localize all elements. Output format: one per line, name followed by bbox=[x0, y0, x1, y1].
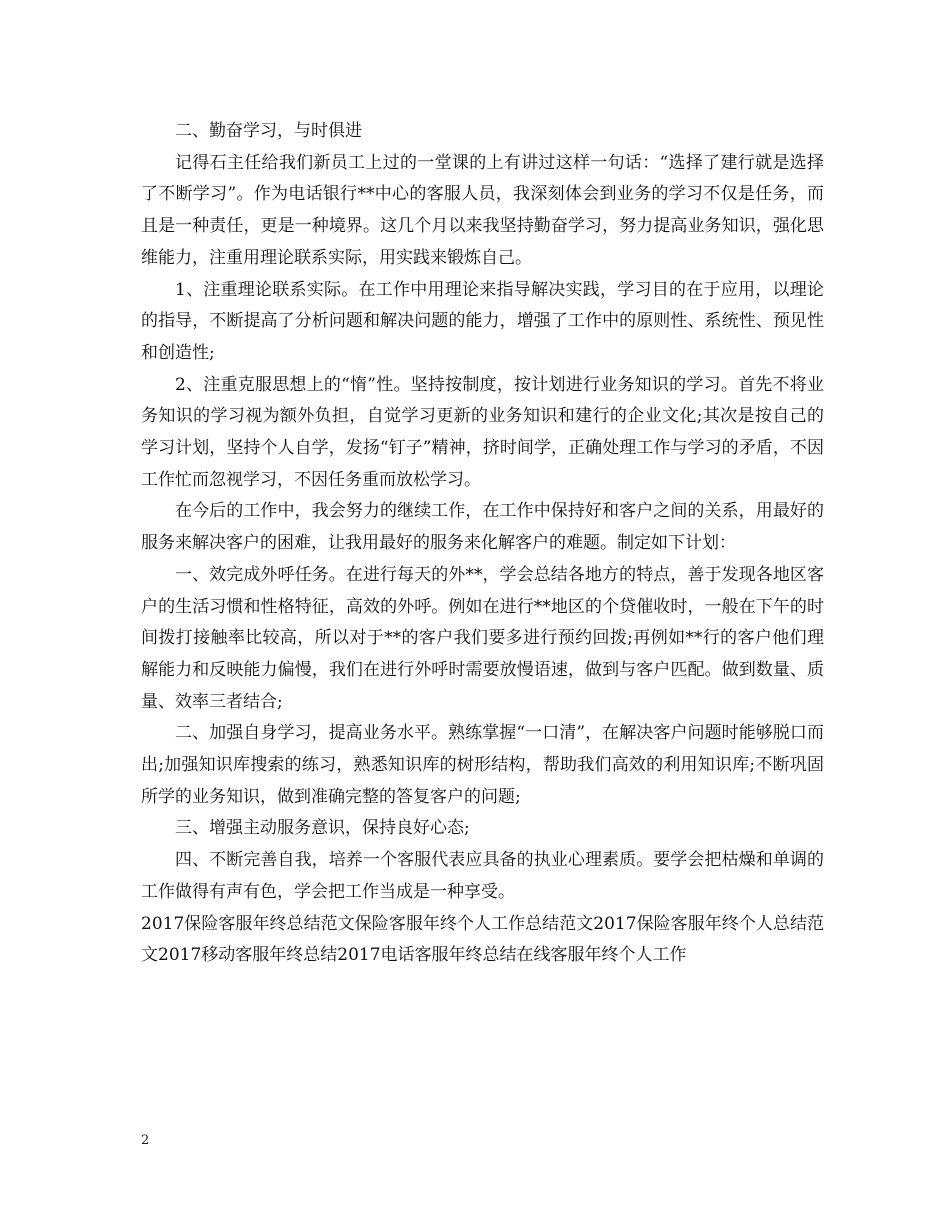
paragraph-overcome-laziness: 2、注重克服思想上的“惰”性。坚持按制度，按计划进行业务知识的学习。首先不将业务知识的学习视为额外负担，自觉学习更新的业务知识和建行的企业文化;其次是按自己的学习计划，坚持个人自学，发扬“钉子”精神，挤时间学，正确处理工作与学习的矛盾，不因工作忙而忽视学习，不因任务重而放松学习。 bbox=[141, 374, 824, 490]
page-number: 2 bbox=[141, 1133, 150, 1148]
paragraph-plan-outbound-calls: 一、效完成外呼任务。在进行每天的外**，学会总结各地方的特点，善于发现各地区客户的生活习惯和性格特征，高效的外呼。例如在进行**地区的个贷催收时，一般在下午的时间拨打接触率比较高，所以对于**的客户我们要多进行预约回拨;再例如**行的客户他们理解能力和反映能力偏慢，我们在进行外呼时需要放慢语速，做到与客户匹配。做到数量、质量、效率三者结合; bbox=[141, 564, 824, 712]
section-heading: 二、勤奋学习，与时俱进 bbox=[175, 121, 362, 141]
paragraph-theory-practice: 1、注重理论联系实际。在工作中用理论来指导解决实践，学习目的在于应用，以理论的指导，不断提高了分析问题和解决问题的能力，增强了工作中的原则性、系统性、预见性和创造性; bbox=[141, 279, 824, 363]
paragraph-future-work: 在今后的工作中，我会努力的继续工作，在工作中保持好和客户之间的关系，用最好的服务来解决客户的困难，让我用最好的服务来化解客户的难题。制定如下计划： bbox=[141, 501, 824, 554]
paragraph-intro: 记得石主任给我们新员工上过的一堂课的上有讲过这样一句话：“选择了建行就是选择了不断学习”。作为电话银行**中心的客服人员，我深刻体会到业务的学习不仅是任务，而且是一种责任，更是一种境界。这几个月以来我坚持勤奋学习，努力提高业务知识，强化思维能力，注重用理论联系实际，用实践来锻炼自己。 bbox=[141, 152, 824, 268]
related-links-text: 2017保险客服年终总结范文保险客服年终个人工作总结范文2017保险客服年终个人总结范文2017移动客服年终总结2017电话客服年终总结在线客服年终个人工作 bbox=[141, 913, 824, 966]
paragraph-plan-self-study: 二、加强自身学习，提高业务水平。熟练掌握“一口清”，在解决客户问题时能够脱口而出;加强知识库搜索的练习，熟悉知识库的树形结构，帮助我们高效的利用知识库;不断巩固所学的业务知识，做到准确完整的答复客户的问题; bbox=[141, 723, 824, 807]
paragraph-plan-self-improvement: 四、不断完善自我，培养一个客服代表应具备的执业心理素质。要学会把枯燥和单调的工作做得有声有色，学会把工作当成是一种享受。 bbox=[141, 850, 824, 902]
document-body bbox=[141, 116, 824, 972]
paragraph-plan-service-awareness: 三、增强主动服务意识，保持良好心态; bbox=[175, 818, 470, 839]
